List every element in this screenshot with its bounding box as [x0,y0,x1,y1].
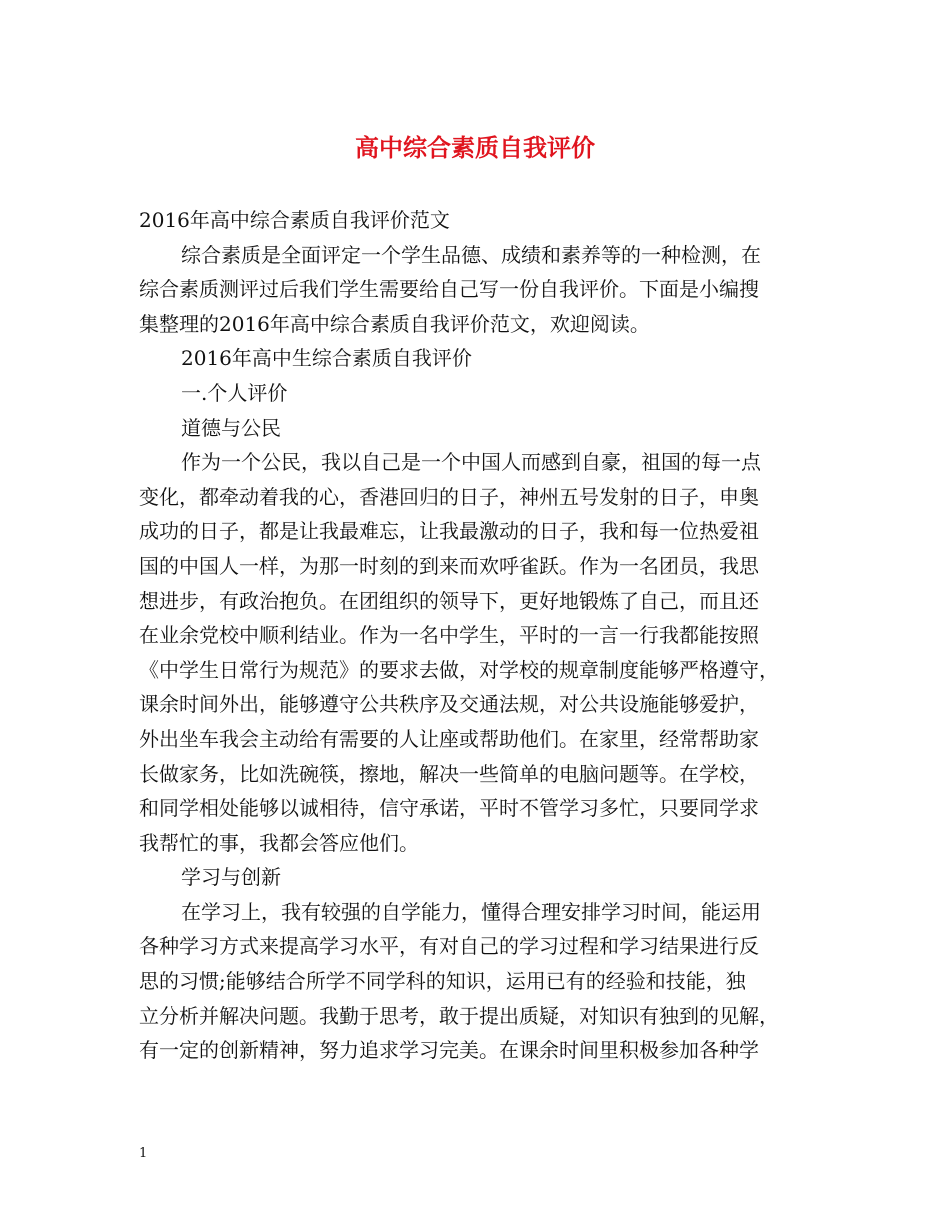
body-line: 国的中国人一样，为那一时刻的到来而欢呼雀跃。作为一名团员，我思 [139,553,759,578]
document-body [139,203,827,1068]
body-line: 综合素质是全面评定一个学生品德、成绩和素养等的一种检测，在 [181,242,761,267]
body-line: 道德与公民 [181,415,281,440]
body-line: 课余时间外出，能够遵守公共秩序及交通法规，对公共设施能够爱护， [139,692,759,717]
body-line: 综合素质测评过后我们学生需要给自己写一份自我评价。下面是小编搜 [139,277,759,302]
page-number: 1 [139,1146,148,1161]
body-line: 外出坐车我会主动给有需要的人让座或帮助他们。在家里，经常帮助家 [139,726,759,751]
body-line: 2016年高中生综合素质自我评价 [181,346,472,371]
body-line: 立分析并解决问题。我勤于思考，敢于提出质疑，对知识有独到的见解， [139,1003,779,1028]
body-line: 2016年高中综合素质自我评价范文 [139,208,450,232]
body-line: 各种学习方式来提高学习水平，有对自己的学习过程和学习结果进行反 [139,934,759,959]
body-line: 在业余党校中顺利结业。作为一名中学生，平时的一言一行我都能按照 [139,623,759,648]
body-line: 一.个人评价 [181,380,288,405]
body-line: 长做家务，比如洗碗筷，擦地，解决一些简单的电脑问题等。在学校， [139,761,759,786]
document-title: 高中综合素质自我评价 [355,133,595,162]
body-line: 在学习上，我有较强的自学能力，懂得合理安排学习时间，能运用 [181,899,761,924]
body-line: 想进步，有政治抱负。在团组织的领导下，更好地锻炼了自己，而且还 [139,588,759,613]
body-line: 变化，都牵动着我的心，香港回归的日子，神州五号发射的日子，申奥 [139,484,759,509]
body-line: 作为一个公民，我以自己是一个中国人而感到自豪，祖国的每一点 [181,450,761,475]
body-line: 我帮忙的事，我都会答应他们。 [139,830,419,855]
body-line: 成功的日子，都是让我最难忘，让我最激动的日子，我和每一位热爱祖 [139,519,759,544]
body-line: 《中学生日常行为规范》的要求去做，对学校的规章制度能够严格遵守， [139,657,779,682]
body-line: 学习与创新 [181,865,281,890]
body-line: 集整理的2016年高中综合素质自我评价范文，欢迎阅读。 [139,311,650,336]
body-line: 有一定的创新精神，努力追求学习完美。在课余时间里积极参加各种学 [139,1038,759,1063]
body-line: 思的习惯;能够结合所学不同学科的知识，运用已有的经验和技能，独 [139,969,746,994]
body-line: 和同学相处能够以诚相待，信守承诺，平时不管学习多忙，只要同学求 [139,796,759,821]
